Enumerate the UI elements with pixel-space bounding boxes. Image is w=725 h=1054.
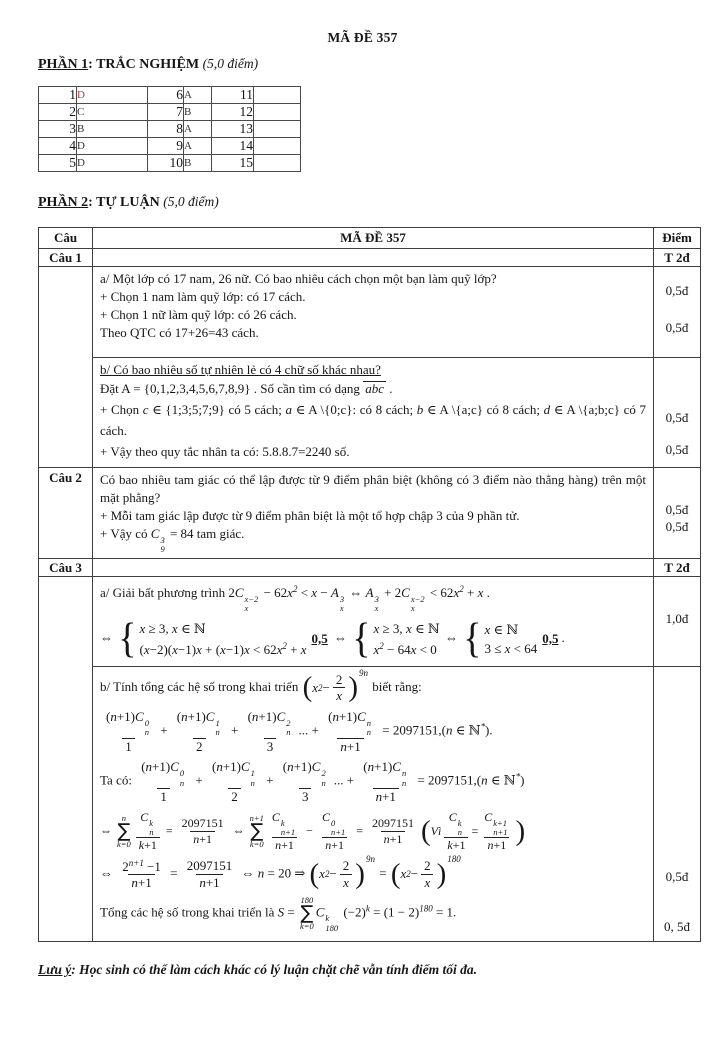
cau3b-spacer xyxy=(39,666,93,941)
cau3b-row xyxy=(39,666,700,941)
answer-letter: A xyxy=(184,87,212,104)
part1-points-note: (5,0 điểm) xyxy=(202,56,259,71)
point-value: 0,5đ xyxy=(665,320,689,335)
point-value: 0,5đ xyxy=(665,410,689,425)
part1-heading xyxy=(38,56,725,73)
answer-letter: A xyxy=(184,121,212,138)
cau3a-solution xyxy=(93,577,653,666)
cau1-total-points: T 2đ xyxy=(653,249,700,266)
answer-key-table xyxy=(38,86,301,172)
solution-math-line: b/ Tính tổng các hệ số trong khai triển ( x 2 − $\frac{2}{x}$ ) 9n biết rằng: xyxy=(100,667,422,704)
solution-math-line: a/ Giải bất phương trình 2C x−2 x − $62x^2 < x - A$ 3 x ⇔ A 3 x + 2C x−2 x < $62x^2 + x$ . xyxy=(100,583,490,614)
cau3-label: Câu 3 xyxy=(39,559,93,576)
answer-letter: D xyxy=(77,155,148,172)
cau1a-points xyxy=(653,267,700,357)
question-number: 12 xyxy=(212,104,254,121)
answer-letter: C xyxy=(77,104,148,121)
point-value: 0,5đ xyxy=(665,283,689,298)
question-number: 13 xyxy=(212,121,254,138)
point-value: 0,5đ xyxy=(665,868,689,884)
question-number: 6 xyxy=(148,87,184,104)
cau2-solution xyxy=(93,468,653,558)
solution-math-line: ⇔ $\frac{2^{n+1} -1}{n+1}$ = $\frac{2097151}{n+1}$ ⇔ n = 20 ⇒ ( x 2 − $\frac{2}{x}$ ) 9n = ( x 2 − $\frac{2}{x}$ ) 180 xyxy=(100,854,461,891)
part1-title: : TRẮC NGHIỆM xyxy=(88,57,200,72)
cau2-label: Câu 2 xyxy=(39,468,93,558)
answer-letter: B xyxy=(184,104,212,121)
solution-line: + Chọn 1 nữ làm quỹ lớp: có 26 cách. xyxy=(100,307,297,322)
solution-math-line: + Vậy có C 3 9 = 84 tam giác. xyxy=(100,526,245,555)
part1-label: PHẦN 1 xyxy=(38,57,89,72)
question-number: 9 xyxy=(148,138,184,155)
solution-math-line: Đặt A = {0,1,2,3,4,5,6,7,8,9} . Số cần tìm có dạng abc . xyxy=(100,381,393,396)
footer-note-label: Lưu ý xyxy=(38,962,72,978)
question-number: 10 xyxy=(148,155,184,172)
answer-letter: D xyxy=(77,138,148,155)
solution-line: a/ Một lớp có 17 nam, 26 nữ. Có bao nhiêu cách chọn một bạn làm quỹ lớp? xyxy=(100,271,497,286)
cau1b-points xyxy=(653,357,700,467)
cau3-spacer xyxy=(93,559,653,576)
solution-line: + Vậy theo quy tắc nhân ta có: 5.8.8.7=2240 số. xyxy=(100,444,350,459)
answer-letter: B xyxy=(77,121,148,138)
point-value: 0,5đ xyxy=(665,442,689,457)
header-cau: Câu xyxy=(39,228,93,248)
solution-math-line: Ta có: (n+1)C 0 n 1 + (n+1)C 1 n 2 + (n+1)C 2 n 3 ... + (n+1)C n n n+1 = 2097151,(n ∈ ℕ*) xyxy=(100,759,525,805)
point-value: 0,5đ xyxy=(665,519,689,534)
answer-letter-empty xyxy=(254,138,301,155)
footer-note xyxy=(38,962,725,978)
cau3-total-points: T 2đ xyxy=(653,559,700,576)
answer-letter-empty xyxy=(254,87,301,104)
solution-line: Theo QTC có 17+26=43 cách. xyxy=(100,325,259,340)
exam-code-title: MÃ ĐỀ 357 xyxy=(327,30,398,45)
answer-row xyxy=(39,104,301,121)
header-diem: Điểm xyxy=(653,228,700,248)
cau1a-solution xyxy=(93,267,653,357)
solution-line: + Mỗi tam giác lập được từ 9 điểm phân biệt là một tổ hợp chập 3 của 9 phần tử. xyxy=(100,508,520,523)
part2-points-note: (5,0 điểm) xyxy=(163,194,219,209)
cau1b-spacer xyxy=(39,357,93,467)
cau3b-points xyxy=(653,666,700,941)
solution-math-line: ⇔ { x ≥ 3, x ∈ ℕ $(x-2)(x-1)x + (x-1)x < 62x^2 + x$ 0,5 ⇔ { x ≥ 3, x ∈ ℕ $x^2 - 64x < 0$ ⇔ { x ∈ ℕ 3 ≤ x < 64 0,5 . xyxy=(100,616,565,663)
answer-row xyxy=(39,121,301,138)
solution-math-line: Tổng các hệ số trong khai triển là S = 180 ∑ k=0 C k 180 $(-2)^k = (1 - 2)^{180} = 1$. xyxy=(100,894,457,933)
cau1a-spacer xyxy=(39,267,93,357)
header-exam-code: MÃ ĐỀ 357 xyxy=(340,230,406,245)
question-number: 11 xyxy=(212,87,254,104)
cau1-spacer xyxy=(93,249,653,266)
answer-letter-empty xyxy=(254,121,301,138)
solution-line: Có bao nhiêu tam giác có thể lập được từ 9 điểm phân biệt (không có 3 điểm nào thẳng hàng) trên một mặt phẳng? xyxy=(100,472,646,505)
footer-note-text: : Học sinh có thể làm cách khác có lý luận chặt chẽ vẫn tính điểm tối đa. xyxy=(71,962,477,978)
cau1b-solution xyxy=(93,357,653,467)
part2-label: PHẦN 2 xyxy=(38,195,89,210)
question-number: 4 xyxy=(39,138,77,155)
cau2-points xyxy=(653,468,700,558)
part2-heading xyxy=(38,194,725,211)
cau3a-spacer xyxy=(39,577,93,666)
question-number: 15 xyxy=(212,155,254,172)
answer-letter: B xyxy=(184,155,212,172)
solution-math-line: (n+1)C 0 n 1 + (n+1)C 1 n 2 + (n+1)C 2 n 3 ... + (n+1)C n n n+1 = 2097151,(n ∈ ℕ*). xyxy=(106,709,493,754)
question-number: 1 xyxy=(39,87,77,104)
answer-letter-empty xyxy=(254,155,301,172)
cau1-header-row xyxy=(39,248,700,266)
cau2-row xyxy=(39,467,700,558)
answer-letter-highlighted: D xyxy=(77,87,148,104)
solution-math-line: ⇔ n ∑ k=0 C k n k+1 = $\frac{2097151}{n+1}$ ⇔ n+1 ∑ k=0 C k n+1 n+1 − C 0 n+1 n+1 = $\frac{2097151}{n+1}$ ( Vì C k n k+1 = C k+1 n+1 n+1 ) xyxy=(100,809,526,853)
point-value: 1,0đ xyxy=(665,610,689,626)
answer-row xyxy=(39,155,301,172)
solution-line: + Chọn 1 nam làm quỹ lớp: có 17 cách. xyxy=(100,289,306,304)
cau3b-solution xyxy=(93,666,653,941)
question-number: 14 xyxy=(212,138,254,155)
answer-letter: A xyxy=(184,138,212,155)
answer-row xyxy=(39,87,301,104)
question-number: 8 xyxy=(148,121,184,138)
cau1b-row xyxy=(39,357,700,467)
solution-table xyxy=(38,227,701,942)
cau3-header-row xyxy=(39,558,700,576)
table-header-row xyxy=(39,228,700,248)
solution-math-paragraph: + Chọn c ∈ {1;3;5;7;9} có 5 cách; a ∈ A \{0;c}: có 8 cách; b ∈ A \{a;c} có 8 cách; d ∈ A \{a;b;c} có 7 cách. xyxy=(100,402,646,438)
cau3a-points xyxy=(653,577,700,666)
cau3a-row xyxy=(39,576,700,666)
solution-line-underlined: b/ Có bao nhiêu số tự nhiên lẻ có 4 chữ số khác nhau? xyxy=(100,362,381,377)
question-number: 5 xyxy=(39,155,77,172)
question-number: 2 xyxy=(39,104,77,121)
answer-row xyxy=(39,138,301,155)
answer-letter-empty xyxy=(254,104,301,121)
question-number: 3 xyxy=(39,121,77,138)
point-value: 0, 5đ xyxy=(664,918,690,934)
point-value: 0,5đ xyxy=(665,502,689,517)
cau1-label: Câu 1 xyxy=(39,249,93,266)
cau1a-row xyxy=(39,266,700,357)
question-number: 7 xyxy=(148,104,184,121)
part2-title: : TỰ LUẬN xyxy=(88,195,160,210)
exam-answer-document xyxy=(0,30,725,1054)
